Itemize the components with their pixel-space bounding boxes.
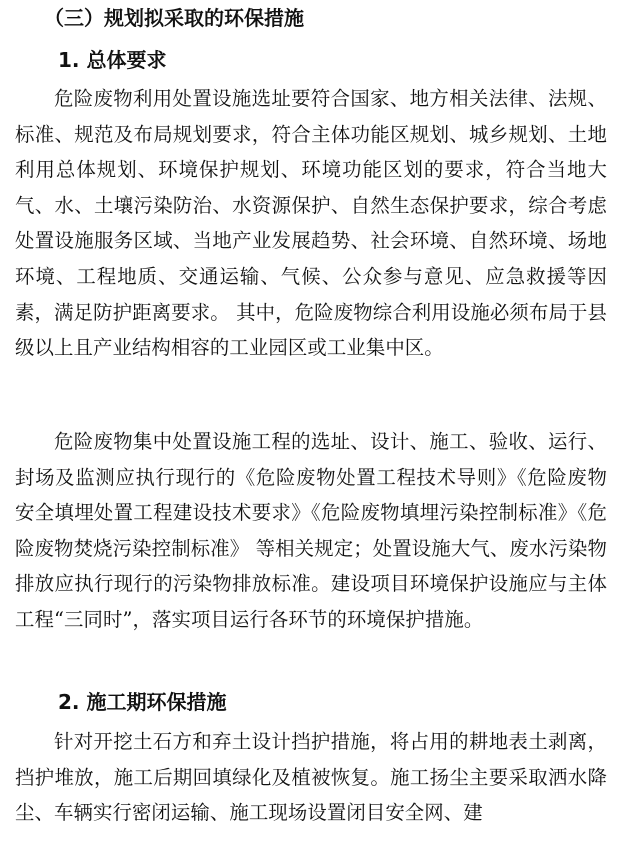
section-heading: （三）规划拟采取的环保措施: [44, 6, 304, 30]
paragraph-construction-measures: 针对开挖土石方和弃土设计挡护措施，将占用的耕地表土剥离，挡护堆放，施工后期回填绿化及植被恢复。施工扬尘主要采取洒水降尘、车辆实行密闭运输、施工现场设置闭目安全网、建: [15, 730, 607, 825]
subsection-1-heading: 1. 总体要求: [58, 48, 167, 72]
paragraph-siting-requirements: 危险废物利用处置设施选址要符合国家、地方相关法律、法规、标准、规范及布局规划要求，符合主体功能区规划、城乡规划、土地利用总体规划、环境保护规划、环境功能区划的要求，符合当地大气、水、土壤污染防治、水资源保护、自然生态保护要求，综合考虑处置设施服务区域、当地产业发展趋势、社会环境、自然环境、场地环境、工程地质、交通运输、气候、公众参与意见、应急救援等因素，满足防护距离要求。 其中，危险废物综合利用设施必须布局于县级以上且产业结构相容的工业园区或工业集中区。: [15, 87, 607, 360]
paragraph-disposal-standards: 危险废物集中处置设施工程的选址、设计、施工、验收、运行、封场及监测应执行现行的《危险废物处置工程技术导则》《危险废物安全填埋处置工程建设技术要求》《危险废物填埋污染控制标准》《危险废物焚烧污染控制标准》 等相关规定；处置设施大气、废水污染物排放应执行现行的污染物排放标准。建设项目环境保护设施应与主体工程“三同时”，落实项目运行各环节的环境保护措施。: [15, 430, 607, 631]
subsection-2-heading: 2. 施工期环保措施: [58, 690, 227, 714]
